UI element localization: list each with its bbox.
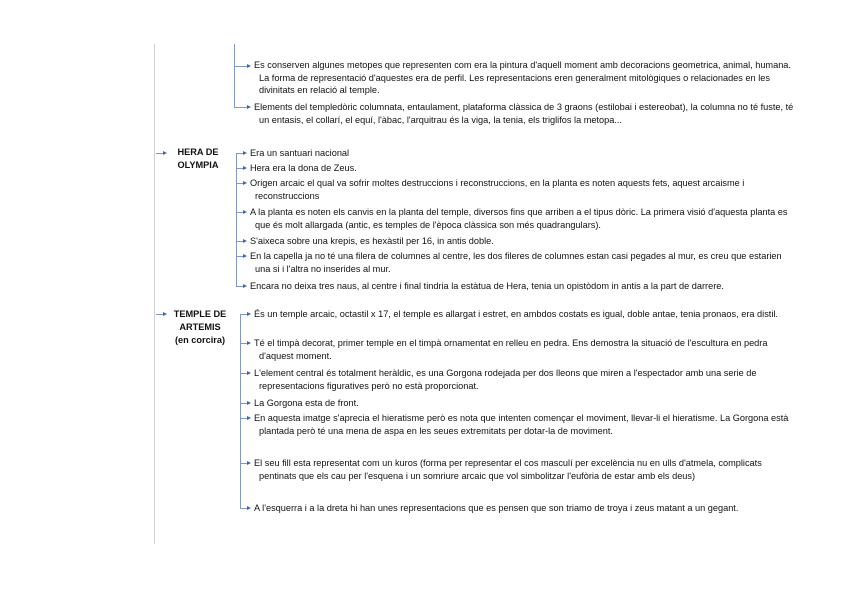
hera-item-4 [243,206,795,231]
artemis-item-7-text: A l'esquerra i a la dreta hi han unes representacions que es pensen que son triamo de troya i zeus matant a un gegant. [254,503,739,513]
hera-title-line1: HERA DE [177,147,219,157]
artemis-item-5 [247,412,795,437]
hera-title-line2: OLYMPIA [177,160,219,170]
hera-item-6-text: En la capella ja no té una filera de columnes al centre, les dos fileres de columnes estan casi pegades al mur, es creu que estarien una si i l'altra no inserides al mur. [250,251,782,274]
intro-item-2 [247,101,795,126]
hera-item-5-text: S'aixeca sobre una krepis, es hexàstil per 16, in antis doble. [250,236,494,246]
hera-item-4-text: A la planta es noten els canvis en la planta del temple, diversos fins que arriben a el tipus dòric. La primera visió d'aquesta planta es que és molt allargada (antic, es temples de l'època clàssica son més quadrangulars). [250,207,788,230]
hera-item-2 [243,162,795,175]
intro-bracket [234,44,235,108]
artemis-item-3 [247,367,795,392]
artemis-item-4 [247,397,795,410]
artemis-item-2 [247,337,795,362]
intro-item-1-text: Es conserven algunes metopes que representen com era la pintura d'aquell moment amb decoracions geometrica, animal, humana. La forma de representació d'aquestes era de perfil. Les representacions eren generalment mitològiques o relacionades en les divinitats en relació al temple. [254,60,791,96]
artemis-item-1-text: És un temple arcaic, octastil x 17, el temple es allargat i estret, en ambdos costats es igual, doble antae, tenia pronaos, era distil. [254,309,778,319]
artemis-item-2-text: Té el timpà decorat, primer temple en el timpà ornamentat en relleu en pedra. Ens demostra la situació de l'escultura en pedra d'aquest moment. [254,338,768,361]
intro-item-2-text: Elements del templedòric columnata, entaulament, plataforma clàssica de 3 graons (estilobai i estereobat), la columna no té fuste, té un entasis, el collarí, el equí, l'àbac, l'arquitrau és la viga, la tenia, els triglifos la metopa... [254,102,794,125]
intro-item-1 [247,59,795,97]
hera-item-1 [243,147,795,160]
artemis-node-title [164,308,236,347]
hera-item-3 [243,177,795,202]
artemis-item-6 [247,457,795,482]
artemis-item-3-text: L'element central és totalment heràldic, es una Gorgona rodejada per dos lleons que miren a l'espectador amb una serie de representacions figuratives però no està proporcionat. [254,368,757,391]
artemis-item-7 [247,502,795,515]
hera-item-6 [243,250,795,275]
hera-item-7-text: Encara no deixa tres naus, al centre i final tindria la estàtua de Hera, tenia un opistòdom in antis a la part de darrere. [250,281,724,291]
artemis-title-line3: (en corcira) [174,335,226,345]
hera-bracket [236,153,237,287]
artemis-item-5-text: En aquesta imatge s'aprecia el hieratisme però es nota que intenten començar el moviment, llevar-li el hieratisme. La Gorgona està plantada però té una mena de aspa en les seues extremitats per dotar-la de moviment. [254,413,789,436]
left-margin-line [154,44,155,544]
hera-item-2-text: Hera era la dona de Zeus. [250,163,357,173]
artemis-item-1 [247,308,795,321]
hera-item-1-text: Era un santuari nacional [250,148,350,158]
artemis-item-4-text: La Gorgona esta de front. [254,398,359,408]
artemis-title-line2: ARTEMIS [179,322,221,332]
hera-item-7 [243,280,795,293]
intro-connector-1 [234,66,248,67]
artemis-title-line1: TEMPLE DE [173,309,227,319]
artemis-item-6-text: El seu fill esta representat com un kuros (forma per representar el cos masculí per excelència nu en ulls d'atmela, complicats pentinats que els cau per l'esquena i un somriure arcaic que vol simbolitzar l'eufòria de estar amb els deus) [254,458,762,481]
hera-node-title [166,146,230,172]
intro-connector-2 [234,107,248,108]
hera-item-5 [243,235,795,248]
hera-item-3-text: Origen arcaic el qual va sofrir moltes destruccions i reconstruccions, en la planta es noten aquests fets, aquest arcaisme i reconstruccions [250,178,745,201]
